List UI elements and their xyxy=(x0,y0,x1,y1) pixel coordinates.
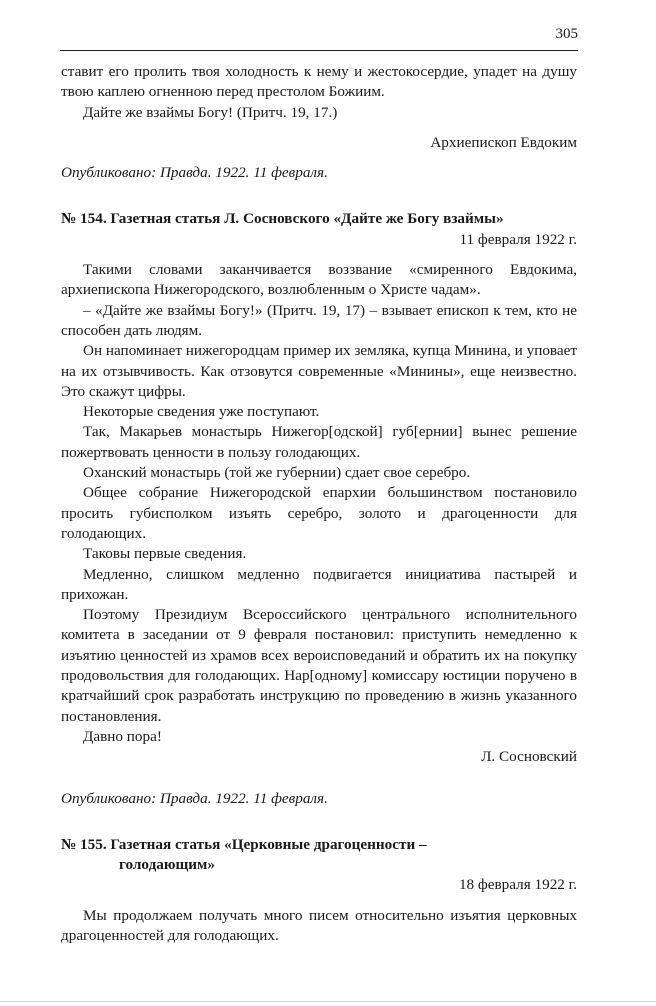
document-title-155-line2: голодающим» xyxy=(119,856,215,874)
document-title-155-line1: № 155. Газетная статья «Церковные драгоценности – xyxy=(61,835,427,853)
paragraph: Он напоминает нижегородцам пример их земляка, купца Минина, и уповает на их отзывчивость. Как отзовутся современные «Минины», еще неизвестно. Это скажут цифры. xyxy=(61,342,577,400)
paragraph: Поэтому Президиум Всероссийского центрального исполнительного комитета в заседании от 9 февраля постановил: приступить немедленно к изъятию ценностей из храмов всех вероисповеданий и обратить их на покупку продовольствия для голодающих. Нар[одному] комиссару юстиции поручено в кратчайший срок разработать инструкцию по проведению в жизнь указанного постановления. xyxy=(61,606,577,725)
spacer xyxy=(61,250,577,260)
continuation-paragraph: ставит его пролить твоя холодность к нему и жестокосердие, упадет на душу твою каплею огненною перед престолом Божиим. xyxy=(61,63,577,101)
paragraph: Давно пора! xyxy=(83,727,162,745)
spacer xyxy=(61,123,577,133)
document-date-155: 18 февраля 1922 г. xyxy=(458,876,577,894)
paragraph: Мы продолжаем получать много писем относительно изъятия церковных драгоценностей для голодающих. xyxy=(61,906,577,944)
source-note: Опубликовано: Правда. 1922. 11 февраля. xyxy=(61,164,328,182)
page-number: 305 xyxy=(555,26,578,42)
document-title-155 xyxy=(61,835,577,876)
header-rule xyxy=(60,50,578,51)
paragraph: Таковы первые сведения. xyxy=(83,545,247,563)
spacer xyxy=(61,153,577,163)
spacer xyxy=(61,183,577,209)
paragraph: Оханский монастырь (той же губернии) сдает свое серебро. xyxy=(83,464,471,482)
page-body xyxy=(61,62,577,946)
paragraph: Некоторые сведения уже поступают. xyxy=(83,403,320,421)
spacer xyxy=(61,809,577,835)
scan-edge-line xyxy=(0,1001,656,1002)
paragraph: – «Дайте же взаймы Богу!» (Притч. 19, 17) – взывает епископ к тем, кто не способен дать людям. xyxy=(61,301,577,339)
signature-evdokim: Архиепископ Евдоким xyxy=(430,133,577,151)
paragraph: Медленно, слишком медленно подвигается инициатива пастырей и прихожан. xyxy=(61,565,577,603)
signature-sosnovsky: Л. Сосновский xyxy=(481,748,577,766)
spacer xyxy=(61,896,577,906)
paragraph: Общее собрание Нижегородской епархии большинством постановило просить губисполком изъять серебро, золото и драгоценности для голодающих. xyxy=(61,484,577,542)
source-note: Опубликовано: Правда. 1922. 11 февраля. xyxy=(61,789,328,807)
continuation-quote: Дайте же взаймы Богу! (Притч. 19, 17.) xyxy=(83,103,338,121)
spacer xyxy=(61,768,577,789)
paragraph: Так, Макарьев монастырь Нижегор[одской] губ[ернии] вынес решение пожертвовать ценности в пользу голодающих. xyxy=(61,423,577,461)
paragraph: Такими словами заканчивается воззвание «смиренного Евдокима, архиепископа Нижегородского, возлюбленным о Христе чадам». xyxy=(61,261,577,299)
document-title-154: № 154. Газетная статья Л. Сосновского «Дайте же Богу взаймы» xyxy=(61,210,504,228)
document-date-154: 11 февраля 1922 г. xyxy=(459,230,577,248)
